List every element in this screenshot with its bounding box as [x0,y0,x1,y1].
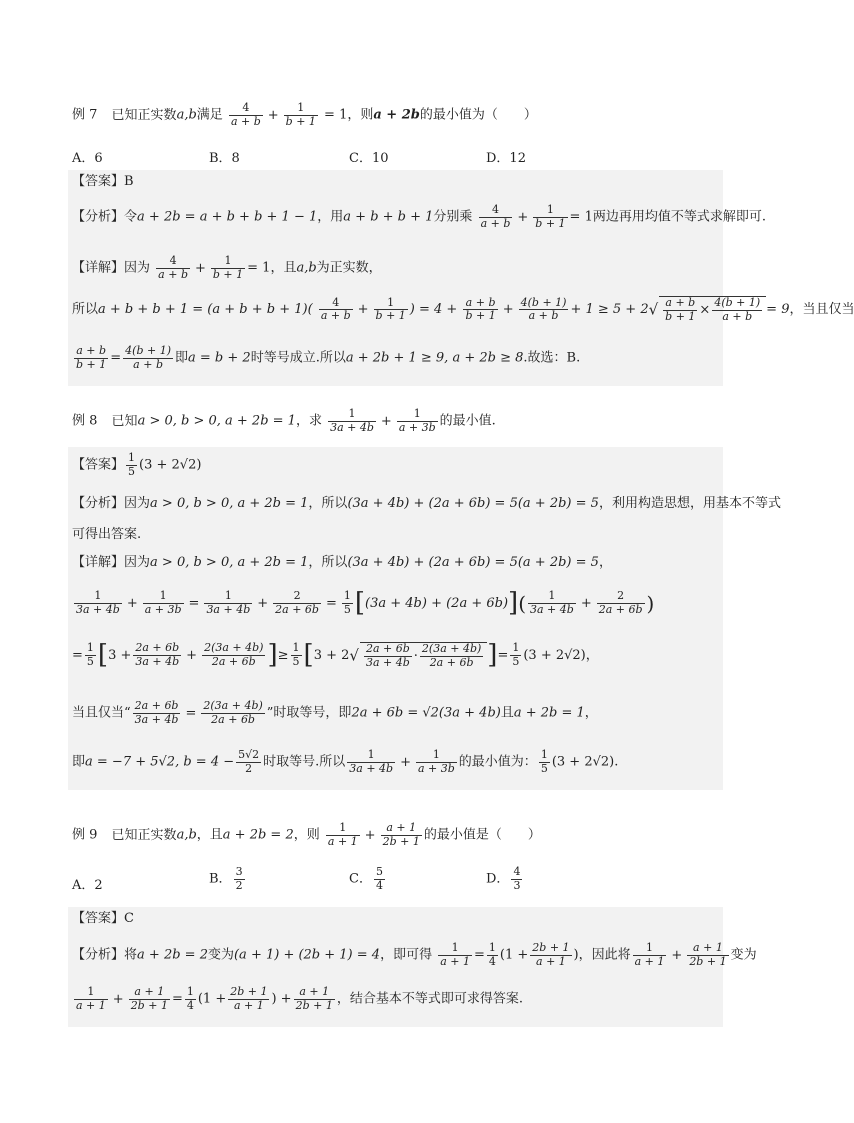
ex9-choice-c: C． $\frac{5}{4}$ [349,865,383,892]
ex7-choice-d: D．12 [486,151,526,166]
ex8-detail-line4: 当且仅当“ $\frac{2a + 6b}{3a + 4b}$ = $\frac{2(3a + 4b)}{2a + 6b}$ ”时取等号，即2a + 6b = √2(3a + 4b)且a + 2b = 1， [72,699,598,726]
ex7-choice-a: A．6 [72,151,103,166]
ex7-detail-line3: $\frac{a + b}{b + 1}$ = $\frac{4(b + 1)}{a + b}$ 即a = b + 2时等号成立.所以a + 2b + 1 ≥ 9, a + 2b ≥ 8.故选：B. [76,344,581,371]
ex7-answer: 【答案】B [72,174,134,189]
ex8-question: 例 8 已知a > 0, b > 0, a + 2b = 1，求 $\frac{1}{3a + 4b}$ + $\frac{1}{a + 3b}$ 的最小值. [72,407,496,434]
ex7-choice-c: C．10 [349,151,389,166]
ex9-analysis: 【分析】将a + 2b = 2变为(a + 1) + (2b + 1) = 4，即可得 $\frac{1}{a + 1}$ = $\frac{1}{4}$ (1 + $\frac{2b + 1}{a + 1}$ )，因此将 $\frac{1}{a + 1}$ + $\frac{a + 1}{2b + 1}$ 变为 [72,941,757,968]
ex8-analysis: 【分析】因为a > 0, b > 0, a + 2b = 1，所以(3a + 4b) + (2a + 6b) = 5(a + 2b) = 5，利用构造思想，用基本不等式 [72,496,781,511]
ex7-detail-line2: 所以a + b + b + 1 = (a + b + b + 1)( $\frac{4}{a + b}$ + $\frac{1}{b + 1}$ ) = 4 + $\frac{a + b}{b + 1}$ + $\frac{4(b + 1)}{a + b}$ + 1 ≥ 5 + 2√ $\frac{a + b}{b + 1}$ × $\frac{4(b + 1)}{a + b}$ = 9，当且仅当 [72,295,854,323]
ex9-choice-b: B． $\frac{3}{2}$ [209,865,243,892]
ex8-detail: 【详解】因为a > 0, b > 0, a + 2b = 1，所以(3a + 4b) + (2a + 6b) = 5(a + 2b) = 5， [72,555,612,570]
ex9-choice-a: A．2 [72,878,103,893]
example-label: 例 7 [72,107,98,123]
ex8-answer: 【答案】 $\frac{1}{5}$ (3 + 2√2) [72,451,202,478]
ex7-choice-b: B．8 [209,151,240,166]
example-label: 例 8 [72,413,98,429]
ex9-answer: 【答案】C [72,911,134,926]
ex7-analysis: 【分析】令a + 2b = a + b + b + 1 − 1，用a + b + b + 1分别乘 $\frac{4}{a + b}$ + $\frac{1}{b + 1}$ = 1两边再用均值不等式求解即可. [72,203,766,230]
ex7-question: 例 7 已知正实数a,b满足 $\frac{4}{a + b}$ + $\frac{1}{b + 1}$ = 1，则a + 2b的最小值为（ ） [72,101,537,128]
ex9-choice-d: D． $\frac{4}{3}$ [486,865,521,892]
ex9-question: 例 9 已知正实数a,b，且a + 2b = 2，则 $\frac{1}{a + 1}$ + $\frac{a + 1}{2b + 1}$ 的最小值是（ ） [72,821,541,848]
ex8-detail-line5: 即a = −7 + 5√2, b = 4 − $\frac{5√2}{2}$ 时取等号.所以 $\frac{1}{3a + 4b}$ + $\frac{1}{a + 3b}$ 的最小值为： $\frac{1}{5}$ (3 + 2√2). [72,748,619,775]
ex8-analysis-line2: 可得出答案. [72,527,142,542]
ex8-detail-line2: $\frac{1}{3a + 4b}$ + $\frac{1}{a + 3b}$ = $\frac{1}{3a + 4b}$ + $\frac{2}{2a + 6b}$ = $\frac{1}{5}$ [(3a + 4b) + (2a + 6b)]( $\frac{1}{3a + 4b}$ + $\frac{2}{2a + 6b}$ ) [76,588,655,618]
ex7-detail: 【详解】因为 $\frac{4}{a + b}$ + $\frac{1}{b + 1}$ = 1，且a,b为正实数， [72,254,382,281]
ex8-detail-line3: = $\frac{1}{5}$ [3 + $\frac{2a + 6b}{3a + 4b}$ + $\frac{2(3a + 4b)}{2a + 6b}$ ]≥ $\frac{1}{5}$ [3 + 2√ $\frac{2a + 6b}{3a + 4b}$ · $\frac{2(3a + 4b)}{2a + 6b}$ ]= $\frac{1}{5}$ (3 + 2√2)， [72,640,599,670]
example-label: 例 9 [72,827,98,843]
ex9-analysis-line2: $\frac{1}{a + 1}$ + $\frac{a + 1}{2b + 1}$ = $\frac{1}{4}$ (1 + $\frac{2b + 1}{a + 1}$ ) + $\frac{a + 1}{2b + 1}$ ，结合基本不等式即可求得答案. [76,985,523,1012]
